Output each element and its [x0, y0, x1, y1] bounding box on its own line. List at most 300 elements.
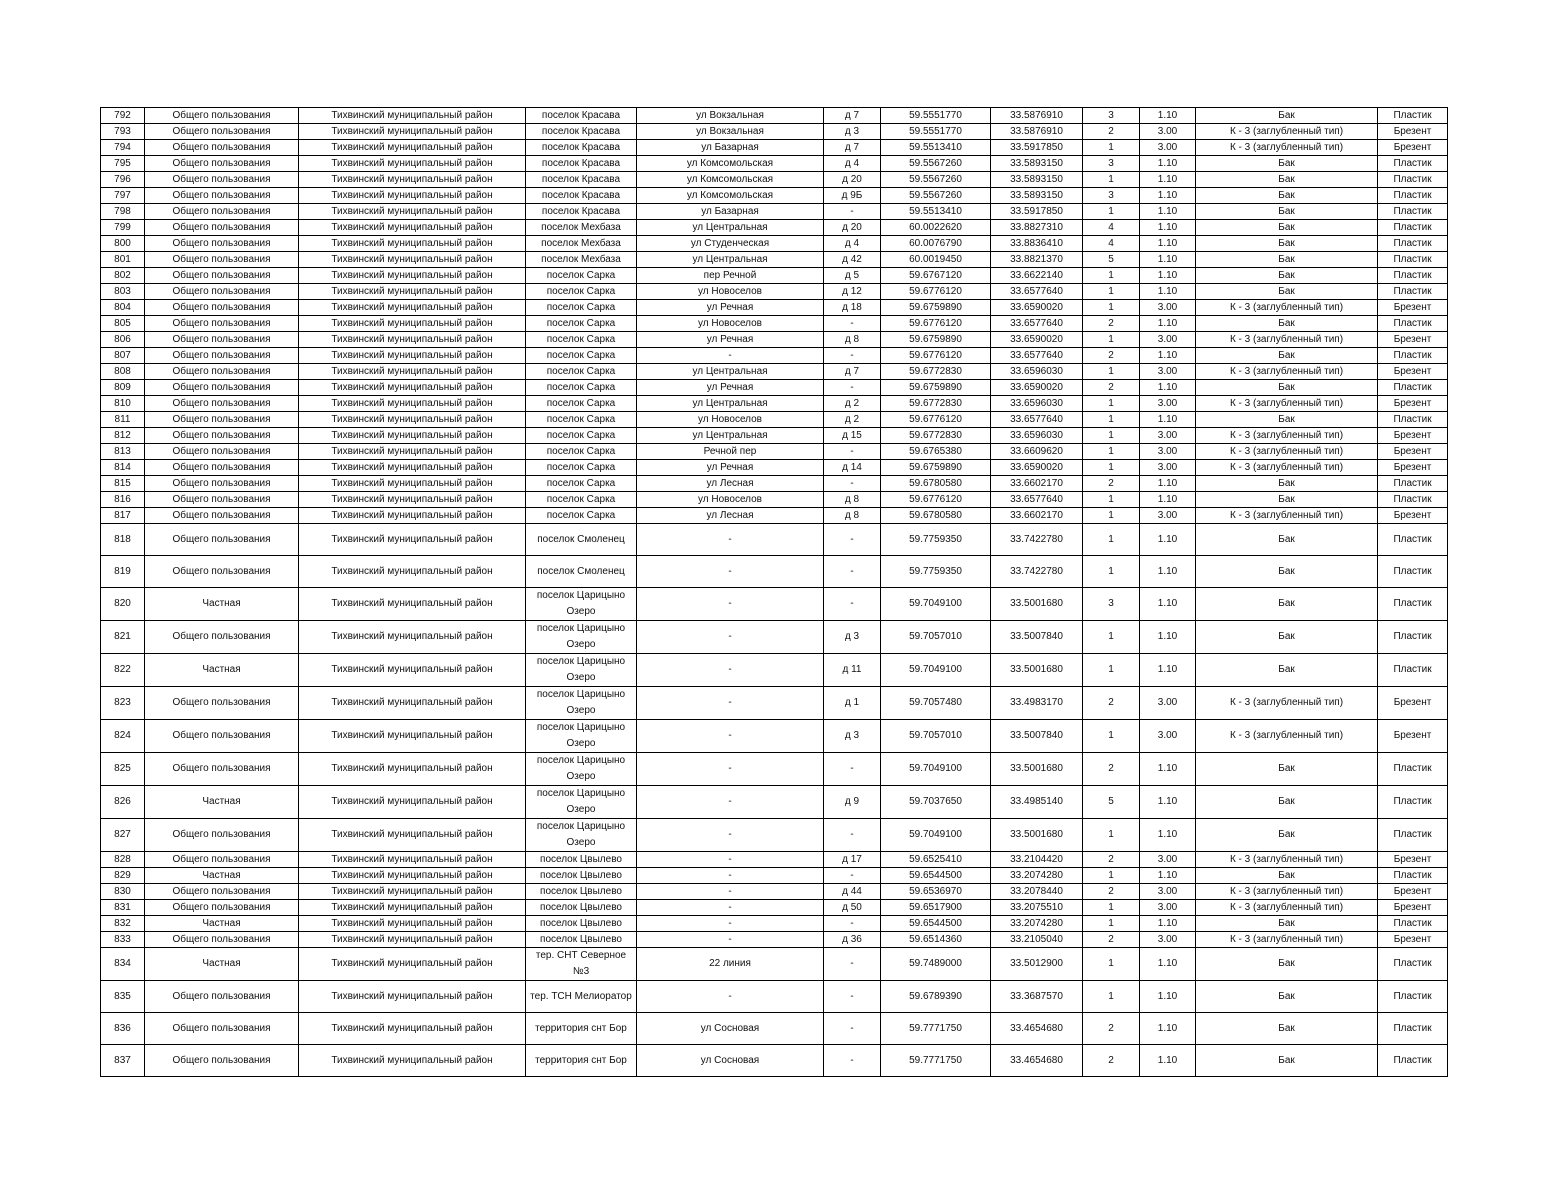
cell-street: ул Студенческая: [637, 236, 824, 252]
cell-container-type: К - 3 (заглубленный тип): [1196, 932, 1378, 948]
cell-settlement: тер. ТСН Мелиоратор: [526, 981, 637, 1013]
cell-longitude: 33.6622140: [991, 268, 1083, 284]
cell-district: Тихвинский муниципальный район: [299, 852, 526, 868]
cell-longitude: 33.6590020: [991, 460, 1083, 476]
cell-longitude: 33.5876910: [991, 108, 1083, 124]
cell-container-type: К - 3 (заглубленный тип): [1196, 124, 1378, 140]
cell-settlement: поселок Красава: [526, 108, 637, 124]
cell-container-volume: 1.10: [1140, 524, 1196, 556]
cell-container-count: 1: [1083, 654, 1140, 687]
cell-house: -: [824, 916, 881, 932]
cell-longitude: 33.5001680: [991, 588, 1083, 621]
cell-material: Пластик: [1378, 172, 1448, 188]
cell-container-volume: 3.00: [1140, 900, 1196, 916]
table-row: [101, 753, 1448, 786]
cell-row-number: 819: [101, 556, 145, 588]
cell-container-volume: 1.10: [1140, 621, 1196, 654]
table-row: [101, 348, 1448, 364]
cell-container-volume: 1.10: [1140, 819, 1196, 852]
cell-street: -: [637, 588, 824, 621]
cell-material: Брезент: [1378, 932, 1448, 948]
cell-latitude: 59.5567260: [881, 156, 991, 172]
cell-district: Тихвинский муниципальный район: [299, 444, 526, 460]
cell-ownership: Общего пользования: [145, 492, 299, 508]
cell-container-count: 1: [1083, 332, 1140, 348]
cell-settlement: поселок Цвылево: [526, 916, 637, 932]
cell-container-volume: 1.10: [1140, 412, 1196, 428]
cell-street: -: [637, 348, 824, 364]
cell-material: Пластик: [1378, 316, 1448, 332]
cell-container-volume: 3.00: [1140, 884, 1196, 900]
cell-street: ул Лесная: [637, 476, 824, 492]
cell-house: -: [824, 819, 881, 852]
cell-ownership: Общего пользования: [145, 819, 299, 852]
cell-district: Тихвинский муниципальный район: [299, 284, 526, 300]
cell-row-number: 816: [101, 492, 145, 508]
cell-container-type: К - 3 (заглубленный тип): [1196, 444, 1378, 460]
cell-district: Тихвинский муниципальный район: [299, 380, 526, 396]
cell-row-number: 833: [101, 932, 145, 948]
cell-ownership: Общего пользования: [145, 412, 299, 428]
cell-container-type: Бак: [1196, 380, 1378, 396]
cell-street: ул Комсомольская: [637, 188, 824, 204]
cell-house: д 18: [824, 300, 881, 316]
cell-longitude: 33.5012900: [991, 948, 1083, 981]
table-row: [101, 284, 1448, 300]
cell-container-type: К - 3 (заглубленный тип): [1196, 332, 1378, 348]
cell-ownership: Общего пользования: [145, 852, 299, 868]
cell-row-number: 806: [101, 332, 145, 348]
cell-row-number: 794: [101, 140, 145, 156]
cell-longitude: 33.3687570: [991, 981, 1083, 1013]
table-body: [101, 108, 1448, 1077]
cell-settlement: поселок Сарка: [526, 316, 637, 332]
cell-container-type: Бак: [1196, 108, 1378, 124]
cell-container-volume: 3.00: [1140, 687, 1196, 720]
cell-settlement: поселок Сарка: [526, 428, 637, 444]
cell-container-count: 3: [1083, 188, 1140, 204]
cell-street: -: [637, 981, 824, 1013]
table-row: [101, 932, 1448, 948]
cell-container-type: Бак: [1196, 556, 1378, 588]
cell-container-volume: 1.10: [1140, 316, 1196, 332]
cell-district: Тихвинский муниципальный район: [299, 220, 526, 236]
cell-material: Брезент: [1378, 508, 1448, 524]
cell-row-number: 814: [101, 460, 145, 476]
cell-container-count: 1: [1083, 300, 1140, 316]
cell-district: Тихвинский муниципальный район: [299, 316, 526, 332]
cell-longitude: 33.8821370: [991, 252, 1083, 268]
cell-container-volume: 1.10: [1140, 916, 1196, 932]
cell-container-type: Бак: [1196, 204, 1378, 220]
cell-district: Тихвинский муниципальный район: [299, 868, 526, 884]
cell-container-type: Бак: [1196, 654, 1378, 687]
cell-container-count: 1: [1083, 412, 1140, 428]
cell-material: Пластик: [1378, 492, 1448, 508]
cell-container-volume: 1.10: [1140, 556, 1196, 588]
cell-ownership: Общего пользования: [145, 108, 299, 124]
cell-container-count: 5: [1083, 252, 1140, 268]
cell-container-volume: 1.10: [1140, 252, 1196, 268]
cell-container-volume: 3.00: [1140, 508, 1196, 524]
cell-house: д 15: [824, 428, 881, 444]
cell-latitude: 59.6776120: [881, 348, 991, 364]
cell-longitude: 33.5001680: [991, 654, 1083, 687]
cell-ownership: Общего пользования: [145, 316, 299, 332]
cell-house: -: [824, 476, 881, 492]
cell-material: Пластик: [1378, 654, 1448, 687]
cell-latitude: 59.7057010: [881, 720, 991, 753]
table-row: [101, 396, 1448, 412]
cell-row-number: 797: [101, 188, 145, 204]
cell-container-volume: 3.00: [1140, 396, 1196, 412]
cell-material: Пластик: [1378, 108, 1448, 124]
cell-street: -: [637, 524, 824, 556]
cell-container-count: 1: [1083, 364, 1140, 380]
table-row: [101, 332, 1448, 348]
cell-house: д 7: [824, 140, 881, 156]
cell-row-number: 805: [101, 316, 145, 332]
cell-house: д 2: [824, 412, 881, 428]
cell-latitude: 60.0076790: [881, 236, 991, 252]
cell-district: Тихвинский муниципальный район: [299, 364, 526, 380]
cell-container-count: 1: [1083, 868, 1140, 884]
cell-longitude: 33.6596030: [991, 396, 1083, 412]
cell-longitude: 33.6596030: [991, 364, 1083, 380]
cell-latitude: 59.7057480: [881, 687, 991, 720]
cell-container-volume: 1.10: [1140, 492, 1196, 508]
cell-house: д 50: [824, 900, 881, 916]
cell-ownership: Общего пользования: [145, 1013, 299, 1045]
cell-container-count: 1: [1083, 204, 1140, 220]
cell-latitude: 59.7489000: [881, 948, 991, 981]
cell-container-type: Бак: [1196, 220, 1378, 236]
cell-street: ул Новоселов: [637, 316, 824, 332]
cell-row-number: 823: [101, 687, 145, 720]
cell-container-type: Бак: [1196, 284, 1378, 300]
cell-longitude: 33.5007840: [991, 621, 1083, 654]
cell-district: Тихвинский муниципальный район: [299, 396, 526, 412]
cell-container-type: Бак: [1196, 524, 1378, 556]
cell-latitude: 59.6536970: [881, 884, 991, 900]
cell-container-volume: 1.10: [1140, 786, 1196, 819]
cell-container-type: Бак: [1196, 786, 1378, 819]
cell-settlement: поселок Смоленец: [526, 524, 637, 556]
cell-house: -: [824, 524, 881, 556]
cell-container-volume: 1.10: [1140, 1013, 1196, 1045]
cell-material: Пластик: [1378, 412, 1448, 428]
cell-ownership: Общего пользования: [145, 444, 299, 460]
table-row: [101, 476, 1448, 492]
cell-settlement: поселок Мехбаза: [526, 252, 637, 268]
cell-street: ул Центральная: [637, 252, 824, 268]
cell-district: Тихвинский муниципальный район: [299, 1045, 526, 1077]
cell-material: Пластик: [1378, 1045, 1448, 1077]
cell-latitude: 59.6759890: [881, 460, 991, 476]
cell-street: -: [637, 687, 824, 720]
cell-district: Тихвинский муниципальный район: [299, 172, 526, 188]
cell-longitude: 33.6609620: [991, 444, 1083, 460]
cell-ownership: Общего пользования: [145, 524, 299, 556]
cell-street: ул Комсомольская: [637, 156, 824, 172]
cell-settlement: поселок Сарка: [526, 348, 637, 364]
cell-container-volume: 1.10: [1140, 236, 1196, 252]
cell-container-volume: 1.10: [1140, 156, 1196, 172]
cell-district: Тихвинский муниципальный район: [299, 916, 526, 932]
cell-container-type: Бак: [1196, 476, 1378, 492]
cell-house: -: [824, 588, 881, 621]
cell-material: Пластик: [1378, 380, 1448, 396]
cell-latitude: 59.7057010: [881, 621, 991, 654]
cell-house: -: [824, 380, 881, 396]
cell-longitude: 33.2105040: [991, 932, 1083, 948]
cell-container-count: 1: [1083, 140, 1140, 156]
cell-street: ул Центральная: [637, 428, 824, 444]
cell-street: ул Новоселов: [637, 412, 824, 428]
table-row: [101, 492, 1448, 508]
cell-street: -: [637, 884, 824, 900]
table-row: [101, 236, 1448, 252]
cell-latitude: 59.6514360: [881, 932, 991, 948]
cell-container-count: 1: [1083, 720, 1140, 753]
cell-ownership: Общего пользования: [145, 428, 299, 444]
cell-row-number: 828: [101, 852, 145, 868]
cell-material: Пластик: [1378, 524, 1448, 556]
table-row: [101, 204, 1448, 220]
cell-material: Брезент: [1378, 140, 1448, 156]
cell-house: д 4: [824, 236, 881, 252]
cell-material: Пластик: [1378, 348, 1448, 364]
cell-longitude: 33.5893150: [991, 156, 1083, 172]
cell-row-number: 812: [101, 428, 145, 444]
cell-row-number: 813: [101, 444, 145, 460]
cell-ownership: Общего пользования: [145, 300, 299, 316]
cell-settlement: тер. СНТ Северное №3: [526, 948, 637, 981]
cell-material: Брезент: [1378, 852, 1448, 868]
cell-container-type: Бак: [1196, 236, 1378, 252]
cell-container-type: Бак: [1196, 316, 1378, 332]
cell-row-number: 822: [101, 654, 145, 687]
cell-container-type: К - 3 (заглубленный тип): [1196, 508, 1378, 524]
cell-row-number: 837: [101, 1045, 145, 1077]
cell-settlement: территория снт Бор: [526, 1045, 637, 1077]
cell-district: Тихвинский муниципальный район: [299, 156, 526, 172]
cell-container-volume: 3.00: [1140, 332, 1196, 348]
cell-container-volume: 1.10: [1140, 380, 1196, 396]
table-row: [101, 916, 1448, 932]
table-row: [101, 687, 1448, 720]
cell-ownership: Общего пользования: [145, 396, 299, 412]
cell-row-number: 818: [101, 524, 145, 556]
cell-ownership: Общего пользования: [145, 380, 299, 396]
cell-district: Тихвинский муниципальный район: [299, 332, 526, 348]
cell-container-volume: 1.10: [1140, 348, 1196, 364]
cell-district: Тихвинский муниципальный район: [299, 621, 526, 654]
cell-row-number: 796: [101, 172, 145, 188]
cell-district: Тихвинский муниципальный район: [299, 428, 526, 444]
cell-house: -: [824, 948, 881, 981]
cell-material: Брезент: [1378, 687, 1448, 720]
cell-latitude: 59.6759890: [881, 332, 991, 348]
cell-container-count: 3: [1083, 108, 1140, 124]
table-row: [101, 460, 1448, 476]
cell-container-type: Бак: [1196, 348, 1378, 364]
cell-settlement: поселок Смоленец: [526, 556, 637, 588]
cell-district: Тихвинский муниципальный район: [299, 786, 526, 819]
cell-settlement: поселок Цвылево: [526, 900, 637, 916]
cell-street: ул Речная: [637, 460, 824, 476]
cell-container-count: 2: [1083, 852, 1140, 868]
cell-row-number: 830: [101, 884, 145, 900]
cell-house: д 4: [824, 156, 881, 172]
table-row: [101, 364, 1448, 380]
cell-container-count: 3: [1083, 156, 1140, 172]
cell-material: Пластик: [1378, 916, 1448, 932]
cell-street: ул Новоселов: [637, 284, 824, 300]
cell-district: Тихвинский муниципальный район: [299, 204, 526, 220]
cell-latitude: 59.7049100: [881, 819, 991, 852]
cell-district: Тихвинский муниципальный район: [299, 252, 526, 268]
cell-material: Пластик: [1378, 284, 1448, 300]
cell-longitude: 33.6577640: [991, 316, 1083, 332]
cell-ownership: Общего пользования: [145, 188, 299, 204]
cell-house: -: [824, 444, 881, 460]
cell-container-count: 2: [1083, 932, 1140, 948]
cell-house: д 5: [824, 268, 881, 284]
cell-material: Пластик: [1378, 819, 1448, 852]
cell-container-count: 2: [1083, 476, 1140, 492]
cell-latitude: 59.6759890: [881, 300, 991, 316]
table-row: [101, 108, 1448, 124]
cell-street: Речной пер: [637, 444, 824, 460]
cell-street: ул Центральная: [637, 220, 824, 236]
cell-settlement: поселок Цвылево: [526, 884, 637, 900]
cell-container-type: Бак: [1196, 492, 1378, 508]
cell-district: Тихвинский муниципальный район: [299, 900, 526, 916]
cell-street: ул Базарная: [637, 204, 824, 220]
table-row: [101, 524, 1448, 556]
cell-ownership: Частная: [145, 786, 299, 819]
cell-district: Тихвинский муниципальный район: [299, 460, 526, 476]
cell-settlement: поселок Царицыно Озеро: [526, 588, 637, 621]
table-row: [101, 588, 1448, 621]
cell-settlement: поселок Царицыно Озеро: [526, 753, 637, 786]
cell-house: д 20: [824, 220, 881, 236]
cell-material: Пластик: [1378, 981, 1448, 1013]
cell-street: ул Речная: [637, 380, 824, 396]
cell-row-number: 815: [101, 476, 145, 492]
cell-material: Пластик: [1378, 188, 1448, 204]
cell-street: ул Речная: [637, 332, 824, 348]
cell-latitude: 59.6789390: [881, 981, 991, 1013]
cell-latitude: 59.5567260: [881, 188, 991, 204]
table-row: [101, 268, 1448, 284]
cell-material: Пластик: [1378, 236, 1448, 252]
cell-container-count: 1: [1083, 524, 1140, 556]
cell-container-count: 1: [1083, 948, 1140, 981]
cell-material: Пластик: [1378, 556, 1448, 588]
cell-container-type: Бак: [1196, 412, 1378, 428]
cell-street: ул Речная: [637, 300, 824, 316]
cell-ownership: Общего пользования: [145, 348, 299, 364]
cell-settlement: поселок Красава: [526, 140, 637, 156]
cell-material: Брезент: [1378, 300, 1448, 316]
cell-ownership: Общего пользования: [145, 476, 299, 492]
cell-settlement: поселок Царицыно Озеро: [526, 621, 637, 654]
cell-settlement: поселок Сарка: [526, 284, 637, 300]
cell-district: Тихвинский муниципальный район: [299, 932, 526, 948]
cell-settlement: поселок Мехбаза: [526, 236, 637, 252]
cell-row-number: 810: [101, 396, 145, 412]
cell-settlement: поселок Красава: [526, 156, 637, 172]
cell-ownership: Общего пользования: [145, 556, 299, 588]
cell-longitude: 33.2104420: [991, 852, 1083, 868]
cell-settlement: поселок Царицыно Озеро: [526, 819, 637, 852]
cell-house: -: [824, 1045, 881, 1077]
cell-district: Тихвинский муниципальный район: [299, 124, 526, 140]
cell-longitude: 33.6596030: [991, 428, 1083, 444]
cell-street: -: [637, 900, 824, 916]
cell-street: -: [637, 868, 824, 884]
cell-settlement: поселок Сарка: [526, 332, 637, 348]
cell-house: д 3: [824, 720, 881, 753]
cell-container-type: К - 3 (заглубленный тип): [1196, 428, 1378, 444]
cell-settlement: поселок Сарка: [526, 364, 637, 380]
cell-longitude: 33.2075510: [991, 900, 1083, 916]
cell-latitude: 59.7049100: [881, 753, 991, 786]
cell-material: Пластик: [1378, 204, 1448, 220]
cell-latitude: 59.5513410: [881, 204, 991, 220]
cell-latitude: 59.6776120: [881, 492, 991, 508]
table-row: [101, 380, 1448, 396]
cell-longitude: 33.2074280: [991, 868, 1083, 884]
cell-ownership: Общего пользования: [145, 252, 299, 268]
cell-row-number: 829: [101, 868, 145, 884]
cell-container-volume: 3.00: [1140, 428, 1196, 444]
cell-district: Тихвинский муниципальный район: [299, 654, 526, 687]
cell-container-type: Бак: [1196, 819, 1378, 852]
cell-longitude: 33.5001680: [991, 819, 1083, 852]
cell-row-number: 821: [101, 621, 145, 654]
cell-ownership: Общего пользования: [145, 932, 299, 948]
cell-district: Тихвинский муниципальный район: [299, 268, 526, 284]
cell-longitude: 33.6590020: [991, 332, 1083, 348]
cell-container-count: 2: [1083, 1045, 1140, 1077]
table-row: [101, 444, 1448, 460]
cell-longitude: 33.6577640: [991, 348, 1083, 364]
cell-ownership: Частная: [145, 654, 299, 687]
cell-material: Пластик: [1378, 588, 1448, 621]
cell-house: -: [824, 981, 881, 1013]
cell-district: Тихвинский муниципальный район: [299, 108, 526, 124]
cell-settlement: поселок Красава: [526, 172, 637, 188]
cell-container-type: Бак: [1196, 1045, 1378, 1077]
cell-container-volume: 1.10: [1140, 753, 1196, 786]
cell-container-type: К - 3 (заглубленный тип): [1196, 140, 1378, 156]
cell-ownership: Общего пользования: [145, 220, 299, 236]
cell-container-volume: 1.10: [1140, 220, 1196, 236]
cell-longitude: 33.4654680: [991, 1013, 1083, 1045]
cell-container-type: Бак: [1196, 1013, 1378, 1045]
cell-container-type: Бак: [1196, 753, 1378, 786]
cell-latitude: 59.6776120: [881, 316, 991, 332]
cell-container-type: К - 3 (заглубленный тип): [1196, 300, 1378, 316]
cell-container-volume: 1.10: [1140, 1045, 1196, 1077]
cell-ownership: Общего пользования: [145, 981, 299, 1013]
cell-ownership: Общего пользования: [145, 364, 299, 380]
cell-container-count: 1: [1083, 268, 1140, 284]
cell-row-number: 801: [101, 252, 145, 268]
